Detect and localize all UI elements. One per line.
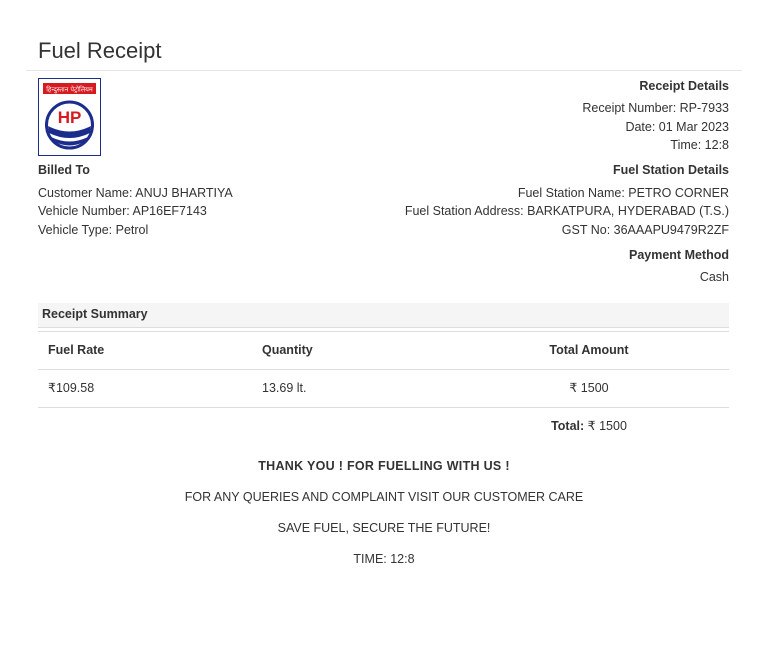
thank-you-message: THANK YOU ! FOR FUELLING WITH US !	[258, 459, 510, 473]
receipt-time: Time: 12:8	[670, 138, 729, 152]
total-value: ₹ 1500	[587, 419, 627, 433]
payment-method-heading: Payment Method	[628, 248, 729, 262]
slogan: SAVE FUEL, SECURE THE FUTURE!	[277, 521, 491, 535]
vehicle-type: Vehicle Type: Petrol	[38, 223, 149, 237]
customer-care-message: FOR ANY QUERIES AND COMPLAINT VISIT OUR CUSTOMER CARE	[184, 490, 584, 504]
column-header-fuel-rate: Fuel Rate	[48, 343, 105, 357]
table-header-rule	[38, 369, 729, 370]
station-address: Fuel Station Address: BARKATPURA, HYDERABAD (T.S.)	[404, 204, 729, 218]
logo-brand-text: HP	[57, 108, 82, 127]
gst-number: GST No: 36AAAPU9479R2ZF	[561, 223, 729, 237]
total-label: Total:	[551, 419, 585, 433]
cell-quantity: 13.69 lt.	[262, 381, 307, 395]
customer-name: Customer Name: ANUJ BHARTIYA	[38, 186, 233, 200]
column-header-quantity: Quantity	[262, 343, 313, 357]
cell-fuel-rate: ₹109.58	[48, 381, 95, 395]
total-row	[450, 419, 728, 434]
receipt-number: Receipt Number: RP-7933	[582, 101, 729, 115]
column-header-total-amount: Total Amount	[549, 343, 629, 357]
cell-total-amount: ₹ 1500	[569, 381, 609, 395]
title-divider	[26, 70, 742, 71]
receipt-details-heading: Receipt Details	[639, 79, 729, 93]
table-top-rule	[38, 331, 729, 332]
table-row-rule	[38, 407, 729, 408]
payment-method-value: Cash	[699, 270, 729, 284]
page-title: Fuel Receipt	[38, 38, 162, 63]
vehicle-number: Vehicle Number: AP16EF7143	[38, 204, 207, 218]
receipt-date: Date: 01 Mar 2023	[625, 120, 729, 134]
receipt-summary-heading: Receipt Summary	[42, 307, 148, 321]
station-name: Fuel Station Name: PETRO CORNER	[517, 186, 729, 200]
logo-hindi-text: हिन्दुस्तान पेट्रोलियम	[46, 85, 93, 94]
billed-to-heading: Billed To	[38, 163, 90, 177]
station-details-heading: Fuel Station Details	[613, 163, 729, 177]
hp-logo	[38, 78, 101, 156]
footer-time: TIME: 12:8	[353, 552, 415, 566]
receipt-summary-header	[38, 303, 729, 328]
